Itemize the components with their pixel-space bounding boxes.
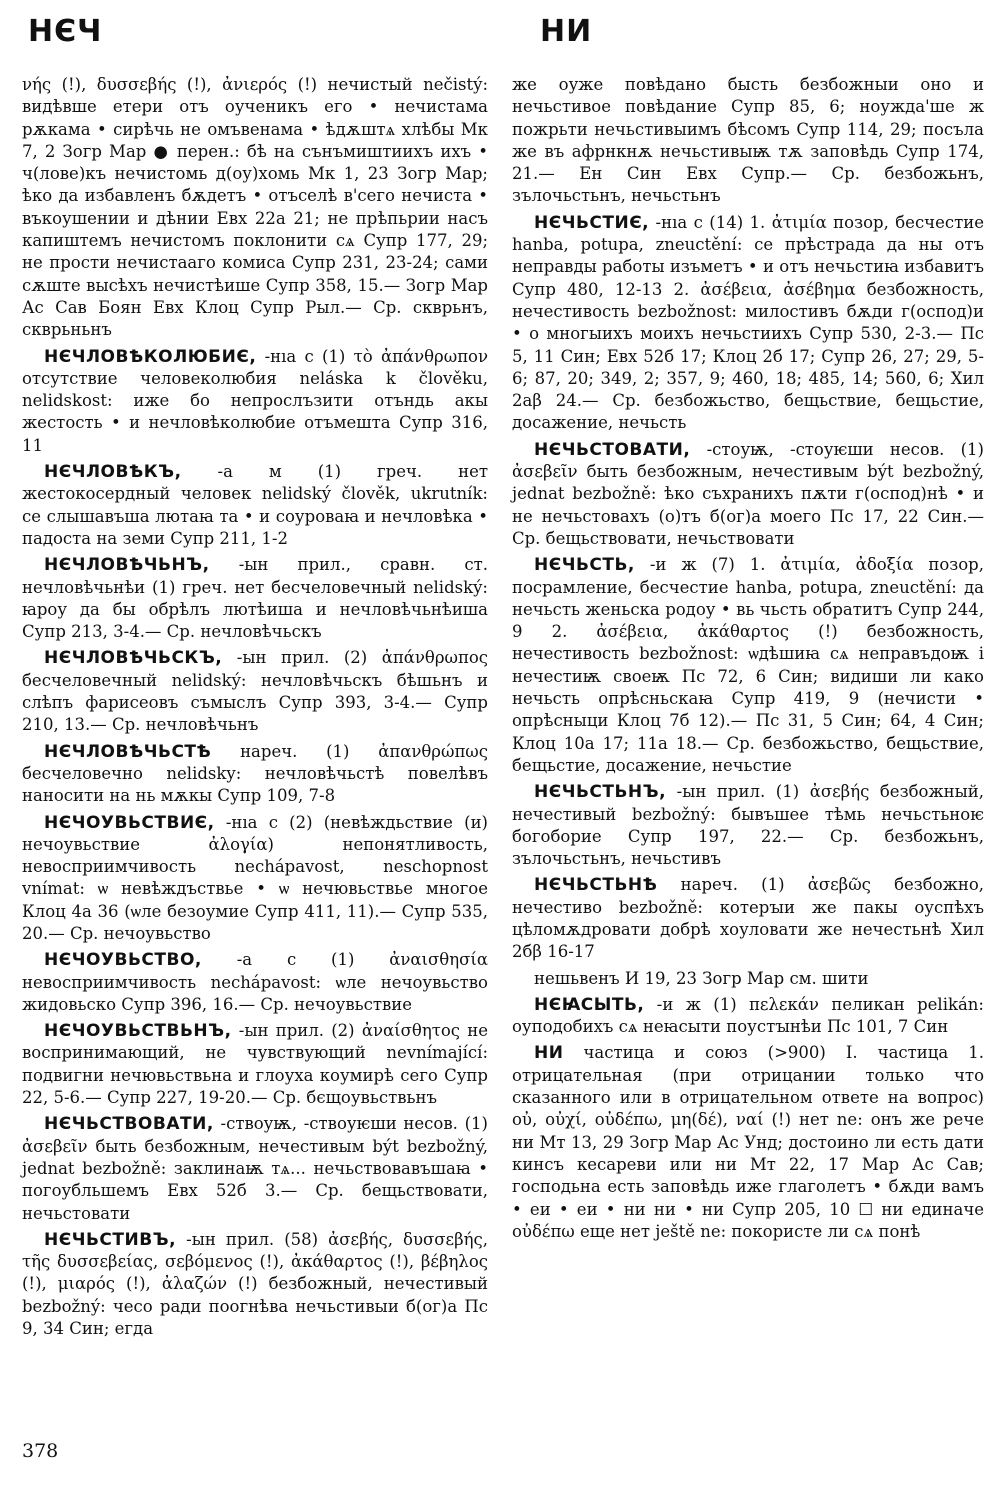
- entry-headword: НЄЧЬСТИЄ,: [534, 212, 650, 233]
- entry-text: -и ж (7) 1. ἀτιμία, ἀδοξία позор, посрамление, бесчестие hanba, potupa, zneuctění: да нечьсть женьска родоу • вь чьсть обратитъ Супр 244, 9 2. ἀσέβεια, ἀκάθαρτος (!) безбожность, нечестивость bezbožnost: ѡдѣшиꙗ сѧ неправъдоѭ і нечестиѭ своеѭ Пс 72, 6 Син; видиши ли како нечьсть опрѣсньскаꙗ Супр 419, 9 (нечисти • опрѣсныци Клоц 7б 12).— Пс 31, 5 Син; 64, 4 Син; Клоц 10а 17; 11а 18.— Ср. безбожьство, бещьствие, бещьстие, досажение, нечьстие: [512, 555, 984, 775]
- right-column: [512, 74, 984, 1247]
- dictionary-entry: [512, 1042, 984, 1243]
- entry-text: нареч. (1) ἀπανθρώπως бесчеловечно nelidsky: нечловѣчьстѣ повелѣвъ наносити на нь мѫкы Супр 109, 7-8: [22, 741, 489, 806]
- page-number: 378: [22, 1440, 59, 1462]
- entry-text: -ын прил., сравн. ст. нечловѣчьнѣи (1) греч. нет бесчеловечный nelidský: ꙗроу да бы обрѣлъ лютѣиша и нечловѣчьнѣиша Супр 213, 3-4.— Ср. нечловѣчьскъ: [22, 555, 488, 642]
- entry-text: -ын прил. (1) ἀσεβής безбожный, нечестивый bezbožný: бывъшее тѣмь нечьстьноѥ богоборие Супр 197, 22.— Ср. безбожьнъ, зълочьстьнъ, нечьстивъ: [512, 782, 984, 869]
- dictionary-entry: [22, 461, 488, 550]
- entry-text: -нıа с (14) 1. ἀτιμία позор, бесчестие hanba, potupa, zneuctění: се прѣстрада да ны отъ неправды работы изъметъ • и отъ нечьстиꙗ избавитъ Супр 480, 12-13 2. ἀσέβεια, ἀσέβημα безбожность, нечестивость bezbožnost: милостивъ бѫди г(оспод)и • о многыихъ моихъ нечьстиихъ Супр 530, 2-3.— Пс 5, 11 Син; Евх 52б 17; Клоц 2б 17; Супр 26, 27; 29, 5-6; 87, 20; 349, 2; 357, 9; 460, 18; 485, 14; 560, 6; Хил 2аβ 24.— Ср. безбожьство, бещьствие, бещьстие, досажение, нечьсть: [512, 212, 984, 433]
- dictionary-entry: [22, 812, 488, 946]
- dictionary-entry: [22, 1113, 488, 1224]
- dictionary-entry: [22, 554, 488, 643]
- entry-text: -нıа с (2) (невѣждьствие (и) нечоувьствие ἀλογία) непонятливость, невосприимчивость nechápavost, neschopnost vnímat: ѡ невѣждъствье • ѡ нечювьствье многое Клоц 4а 36 (ѡле безоумие Супр 411, 11).— Супр 535, 20.— Ср. нечоувьство: [22, 812, 488, 943]
- entry-headword: НЄЧЬСТОВАТИ,: [534, 439, 691, 460]
- dictionary-entry: [512, 439, 984, 550]
- entry-text: -ын прил. (2) ἀπάνθρωπος бесчеловечный nelidský: нечловѣчьскъ бѣшьнъ и слѣпъ фарисеовъ съмыслъ Супр 393, 3-4.— Супр 210, 13.— Ср. нечловѣчьнъ: [22, 648, 488, 735]
- running-head-right: НИ: [540, 14, 593, 49]
- entry-text: частица и союз (>900) I. частица 1. отрицательная (при отрицании только что сказанного или в отрицательном ответе на вопрос) οὐ, οὐχί, οὐδέπω, μη(δέ), ναί (!) нет ne: онъ же рече ни Мт 13, 29 Зогр Мар Ас Унд; достоино ли есть дати кинсъ кесареви или ни Мт 22, 17 Мар Ас Сав; господьна есть заповѣдь иже глаголетъ • бѫди вамъ • еи • еи • ни ни • ни Супр 205, 10 ☐ ни единаче οὐδέπω еще нет ještě ne: покористе ли сѧ понѣ: [512, 1043, 984, 1241]
- entry-text: -ствоуѭ, -ствоуѥши несов. (1) ἀσεβεῖν быть безбожным, нечестивым být bezbožný, jednat bezbožně: заклинаѭ тѧ... нечьствовавъшаꙗ • погоубльшемъ Евх 52б 3.— Ср. бещьствовати, нечьстовати: [22, 1114, 488, 1223]
- entry-headword: НЄЧЬСТЬНЪ,: [534, 782, 667, 803]
- dictionary-entry: [512, 874, 984, 963]
- dictionary-entry: [22, 346, 488, 457]
- entry-text: нешьвенъ И 19, 23 Зогр Мар см. шити: [534, 968, 869, 988]
- dictionary-entry: [22, 1229, 488, 1340]
- entry-text: -нıа с (1) τὸ ἀπάνθρωπον отсутствие человеколюбия neláska k člověku, nelidskost: иже бо непрослъзити отъндь акы жестость • и нечловѣколюбие отъмешта Супр 316, 11: [22, 346, 488, 455]
- running-head-left: НЄЧ: [28, 14, 103, 49]
- entry-text: нареч. (1) ἀσεβῶς безбожно, нечестиво bezbožně: котерꙑи же пакы оуспѣхъ цѣломѫдровати добрѣ хоуловати же нечестьнѣ Хил 2бβ 16-17: [512, 875, 984, 962]
- entry-headword: НЄЧОУВЬСТВЬНЪ,: [44, 1021, 232, 1042]
- dictionary-entry: [512, 554, 984, 777]
- entry-headword: НЄЧЬСТЬ,: [534, 555, 635, 576]
- entry-text: -и ж (1) πελεκάν пеликан pelikán: оуподобихъ сѧ неꙗсыти поустꙑнѣи Пс 101, 7 Син: [512, 994, 984, 1037]
- entry-text: же оуже повѣдано бысть безбожныи оно и нечьстивое повѣдание Супр 85, 6; ноужда'ше ж пожрьти нечьстивыимъ бѣсомъ Супр 114, 29; посъла же въ афрнкнѫ нечьстивыѭ тѫ заповѣдь Супр 174, 21.— Ен Син Евх Супр.— Ср. безбожьнъ, зълочьстьнъ, нечьстьнъ: [512, 75, 984, 206]
- entry-headword: НЄЧЬСТЬНѢ: [534, 875, 658, 896]
- dictionary-entry: [512, 968, 984, 990]
- entry-headword: НЄЧЛОВѢЧЬСТѢ: [44, 741, 212, 762]
- entry-text: -а с (1) ἀναισθησία невосприимчивость nechápavost: ѡле нечоувьство жидовьско Супр 396, 16.— Ср. нечоувьствие: [22, 950, 488, 1014]
- entry-text: -ын прил. (58) ἀσεβής, δυσσεβής, τῆς δυσσεβείας, σεβόμενος (!), ἀκάθαρτος (!), βέβηλος (!), μιαρός (!), ἀλαζών (!) безбожный, нечестивый bezbožný: чесо ради поогнѣва нечьстивыи б(ог)а Пс 9, 34 Син; егда: [22, 1229, 488, 1339]
- dictionary-entry: [512, 781, 984, 870]
- entry-headword: НЄЧОУВЬСТВИЄ,: [44, 812, 215, 833]
- dictionary-entry: [512, 994, 984, 1039]
- entry-headword: НЄЧОУВЬСТВО,: [44, 950, 202, 971]
- entry-headword: НЄЧЬСТВОВАТИ,: [44, 1114, 214, 1135]
- dictionary-entry: [512, 212, 984, 435]
- dictionary-entry: [22, 647, 488, 736]
- left-column: [22, 74, 488, 1344]
- dictionary-entry: [22, 1020, 488, 1109]
- entry-text: -стоуѭ, -стоуѥши несов. (1) ἀσεβεῖν быть безбожным, нечестивым být bezbožný, jednat bezbožně: ѣко съхранихъ пѫти г(оспод)нѣ • и не нечьстовахъ (о)тъ б(ог)а моего Пс 17, 22 Син.— Ср. бещьствовати, нечьствовати: [512, 439, 984, 548]
- entry-text: -а м (1) греч. нет жестокосердный человек nelidský člověk, ukrutník: се слышавъша лютаꙗ та • и соуроваꙗ и нечловѣка • падоста на земи Супр 211, 1-2: [22, 462, 488, 548]
- entry-headword: НЄЧЬСТИВЪ,: [44, 1229, 177, 1250]
- dictionary-entry: [512, 74, 984, 208]
- entry-headword: НЄЧЛОВѢЧЬСКЪ,: [44, 648, 223, 669]
- entry-headword: НЄꙖСЫТЬ,: [534, 994, 645, 1015]
- dictionary-entry: [22, 741, 488, 808]
- entry-headword: НЄЧЛОВѢЧЬНЪ,: [44, 555, 210, 576]
- dictionary-entry: [22, 949, 488, 1016]
- entry-text: νής (!), δυσσεβής (!), ἀνιερός (!) нечистый nečistý: видѣвше етери отъ оученикъ его • нечистама рѫкама • сирѣчь не омъвенама • ѣдѫштѧ хлѣбы Мк 7, 2 Зогр Мар ● перен.: бѣ на сънъмиштиихъ ихъ • ч(лове)къ нечистомь д(оу)хомь Мк 1, 23 Зогр Мар; ѣко да избавленъ бѫдетъ • отъселѣ в'сего нечиста • въкоушении и дѣнии Евх 22а 21; не прѣпьрии насъ капиштемъ нечистомъ поклонити сѧ Супр 177, 29; не прости нечистааго комиса Супр 231, 23-24; сами сѫште высѣхъ нечистѣише Супр 358, 15.— Зогр Мар Ас Сав Боян Евх Клоц Супр Рыл.— Ср. скврьнъ, скврьньнъ: [22, 75, 488, 340]
- dictionary-entry: [22, 74, 488, 342]
- entry-headword: НЄЧЛОВѢКЪ,: [44, 462, 182, 483]
- entry-text: -ын прил. (2) ἀναίσθητος не воспринимающий, не чувствующий nevnímající: подвигни нечювьствьна и глоуха коумирѣ сего Супр 22, 5-6.— Супр 227, 19-20.— Ср. бєщоувьствьнъ: [22, 1021, 488, 1108]
- entry-headword: НЄЧЛОВѢКОЛЮБИЄ,: [44, 346, 257, 367]
- entry-headword: НИ: [534, 1043, 564, 1064]
